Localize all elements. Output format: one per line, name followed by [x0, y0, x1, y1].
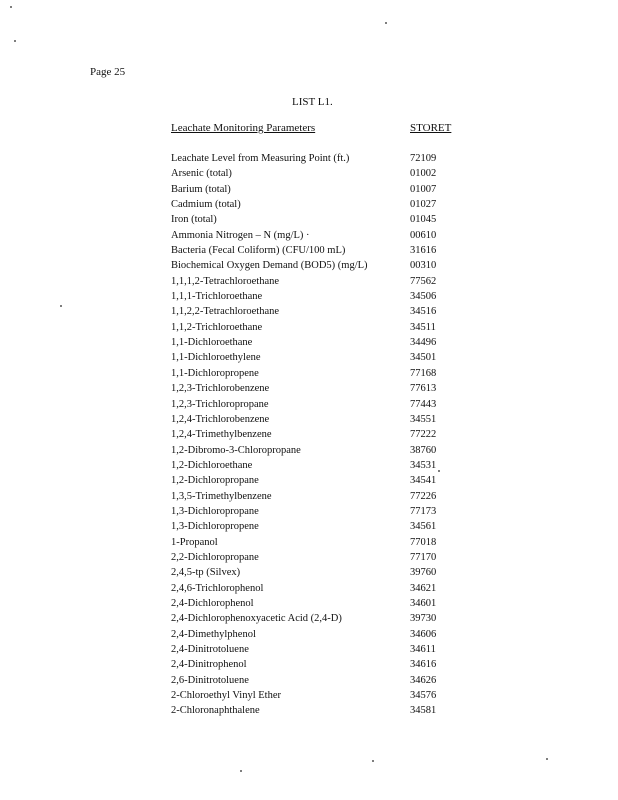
parameter-name: 1-Propanol: [171, 536, 218, 548]
parameter-name: Biochemical Oxygen Demand (BOD5) (mg/L): [171, 260, 368, 272]
storet-code: 77168: [410, 367, 437, 379]
storet-code: 34611: [410, 644, 436, 655]
storet-code: 39760: [410, 567, 437, 579]
storet-code: 00610: [410, 229, 437, 241]
table-row: [171, 473, 471, 488]
table-row: [171, 657, 471, 672]
parameter-name: Iron (total): [171, 214, 217, 226]
parameter-name: 1,1,2,2-Tetrachloroethane: [171, 306, 280, 318]
table-row: [171, 703, 471, 718]
scan-speck: [438, 470, 440, 472]
storet-code: 34601: [410, 597, 437, 609]
storet-code: 77562: [410, 275, 437, 287]
storet-code: 77018: [410, 536, 437, 548]
table-row: [171, 350, 471, 365]
parameter-name: 1,2,3-Trichloropropane: [171, 398, 269, 410]
storet-code: 77173: [410, 505, 437, 517]
table-row: [171, 550, 471, 565]
parameter-name: 1,1,2-Trichloroethane: [171, 321, 263, 333]
table-row: [171, 366, 471, 381]
parameter-name: 2,4,5-tp (Silvex): [171, 567, 241, 579]
storet-code: 77613: [410, 383, 437, 395]
scan-speck: [372, 760, 374, 762]
list-title: LIST L1.: [292, 96, 333, 108]
storet-code: 34581: [410, 705, 437, 717]
storet-code: 34531: [410, 459, 437, 471]
parameter-name: Cadmium (total): [171, 199, 241, 211]
parameter-name: 2-Chloroethyl Vinyl Ether: [171, 690, 281, 702]
scan-speck: [10, 6, 12, 8]
parameter-name: 2,4-Dichlorophenol: [171, 597, 254, 609]
parameter-name: Barium (total): [171, 183, 231, 195]
parameter-name: 1,2,4-Trimethylbenzene: [171, 429, 272, 441]
storet-code: 34541: [410, 475, 437, 487]
table-row: [171, 489, 471, 504]
storet-code: 01045: [410, 214, 437, 226]
storet-code: 34551: [410, 413, 437, 425]
parameter-name: 1,2,4-Trichlorobenzene: [171, 413, 270, 425]
storet-code: 34616: [410, 659, 437, 671]
table-row: [171, 397, 471, 412]
table-row: [171, 443, 471, 458]
parameter-name: 1,3-Dichloropropene: [171, 521, 259, 533]
storet-code: 34496: [410, 337, 437, 349]
scan-speck: [546, 758, 548, 760]
table-row: [171, 258, 471, 273]
column-header-storet: STORET: [410, 122, 452, 134]
table-row: [171, 504, 471, 519]
table-row: [171, 166, 471, 181]
storet-code: 01002: [410, 168, 437, 180]
table-row: [171, 642, 471, 657]
parameter-name: 2,4,6-Trichlorophenol: [171, 582, 264, 594]
table-row: [171, 458, 471, 473]
table-row: [171, 412, 471, 427]
parameter-name: 2,2-Dichloropropane: [171, 551, 259, 563]
storet-code: 72109: [410, 153, 437, 164]
table-row: [171, 673, 471, 688]
parameter-name: 1,2-Dichloropropane: [171, 475, 259, 487]
table-row: [171, 427, 471, 442]
parameter-name: 2,6-Dinitrotoluene: [171, 674, 249, 686]
table-row: [171, 289, 471, 304]
table-row: [171, 212, 471, 227]
table-row: [171, 565, 471, 580]
parameter-name: 2,4-Dinitrotoluene: [171, 644, 249, 655]
storet-code: 34606: [410, 628, 437, 640]
storet-code: 77226: [410, 490, 437, 502]
table-row: [171, 320, 471, 335]
parameter-name: 1,2,3-Trichlorobenzene: [171, 383, 270, 395]
table-row: [171, 596, 471, 611]
parameter-name: 1,3-Dichloropropane: [171, 505, 259, 517]
storet-code: 34621: [410, 582, 437, 594]
parameter-name: Arsenic (total): [171, 168, 232, 180]
table-row: [171, 611, 471, 626]
table-row: [171, 688, 471, 703]
storet-code: 34516: [410, 306, 437, 318]
table-row: [171, 381, 471, 396]
storet-code: 34506: [410, 291, 437, 303]
table-row: [171, 274, 471, 289]
table-row: [171, 581, 471, 596]
table-row: [171, 304, 471, 319]
storet-code: 77222: [410, 429, 437, 441]
scan-speck: [14, 40, 16, 42]
storet-code: 34561: [410, 521, 437, 533]
storet-code: 34576: [410, 690, 437, 702]
parameter-name: 1,1-Dichloropropene: [171, 367, 259, 379]
parameter-name: 1,1,1-Trichloroethane: [171, 291, 263, 303]
parameter-name: Leachate Level from Measuring Point (ft.): [171, 153, 350, 164]
scan-speck: [385, 22, 387, 24]
table-row: [171, 228, 471, 243]
parameter-name: 1,2-Dibromo-3-Chloropropane: [171, 444, 301, 456]
parameter-name: 2,4-Dinitrophenol: [171, 659, 247, 671]
parameter-name: 1,2-Dichloroethane: [171, 459, 253, 471]
parameter-name: 1,3,5-Trimethylbenzene: [171, 490, 272, 502]
scan-speck: [60, 305, 62, 307]
storet-code: 00310: [410, 260, 437, 272]
parameter-name: Bacteria (Fecal Coliform) (CFU/100 mL): [171, 245, 346, 257]
storet-code: 39730: [410, 613, 437, 625]
storet-code: 77170: [410, 551, 437, 563]
parameter-name: Ammonia Nitrogen – N (mg/L) ·: [171, 229, 310, 241]
storet-code: 31616: [410, 245, 437, 257]
table-row: [171, 627, 471, 642]
table-row: [171, 182, 471, 197]
parameter-name: 2,4-Dimethylphenol: [171, 628, 256, 640]
storet-code: 01007: [410, 183, 437, 195]
parameter-name: 1,1,1,2-Tetrachloroethane: [171, 275, 280, 287]
parameter-list: [171, 151, 471, 719]
scan-speck: [240, 770, 242, 772]
parameter-name: 2-Chloronaphthalene: [171, 705, 260, 717]
parameter-name: 1,1-Dichloroethane: [171, 337, 253, 349]
storet-code: 34626: [410, 674, 437, 686]
storet-code: 01027: [410, 199, 437, 211]
page-number: Page 25: [90, 66, 126, 78]
table-row: [171, 535, 471, 550]
storet-code: 34511: [410, 321, 436, 333]
table-row: [171, 519, 471, 534]
column-header-parameters: Leachate Monitoring Parameters: [171, 122, 316, 134]
table-row: [171, 197, 471, 212]
storet-code: 77443: [410, 398, 437, 410]
parameter-name: 1,1-Dichloroethylene: [171, 352, 261, 364]
table-row: [171, 151, 471, 166]
parameter-name: 2,4-Dichlorophenoxyacetic Acid (2,4-D): [171, 613, 342, 625]
table-row: [171, 243, 471, 258]
table-row: [171, 335, 471, 350]
storet-code: 34501: [410, 352, 437, 364]
storet-code: 38760: [410, 444, 437, 456]
